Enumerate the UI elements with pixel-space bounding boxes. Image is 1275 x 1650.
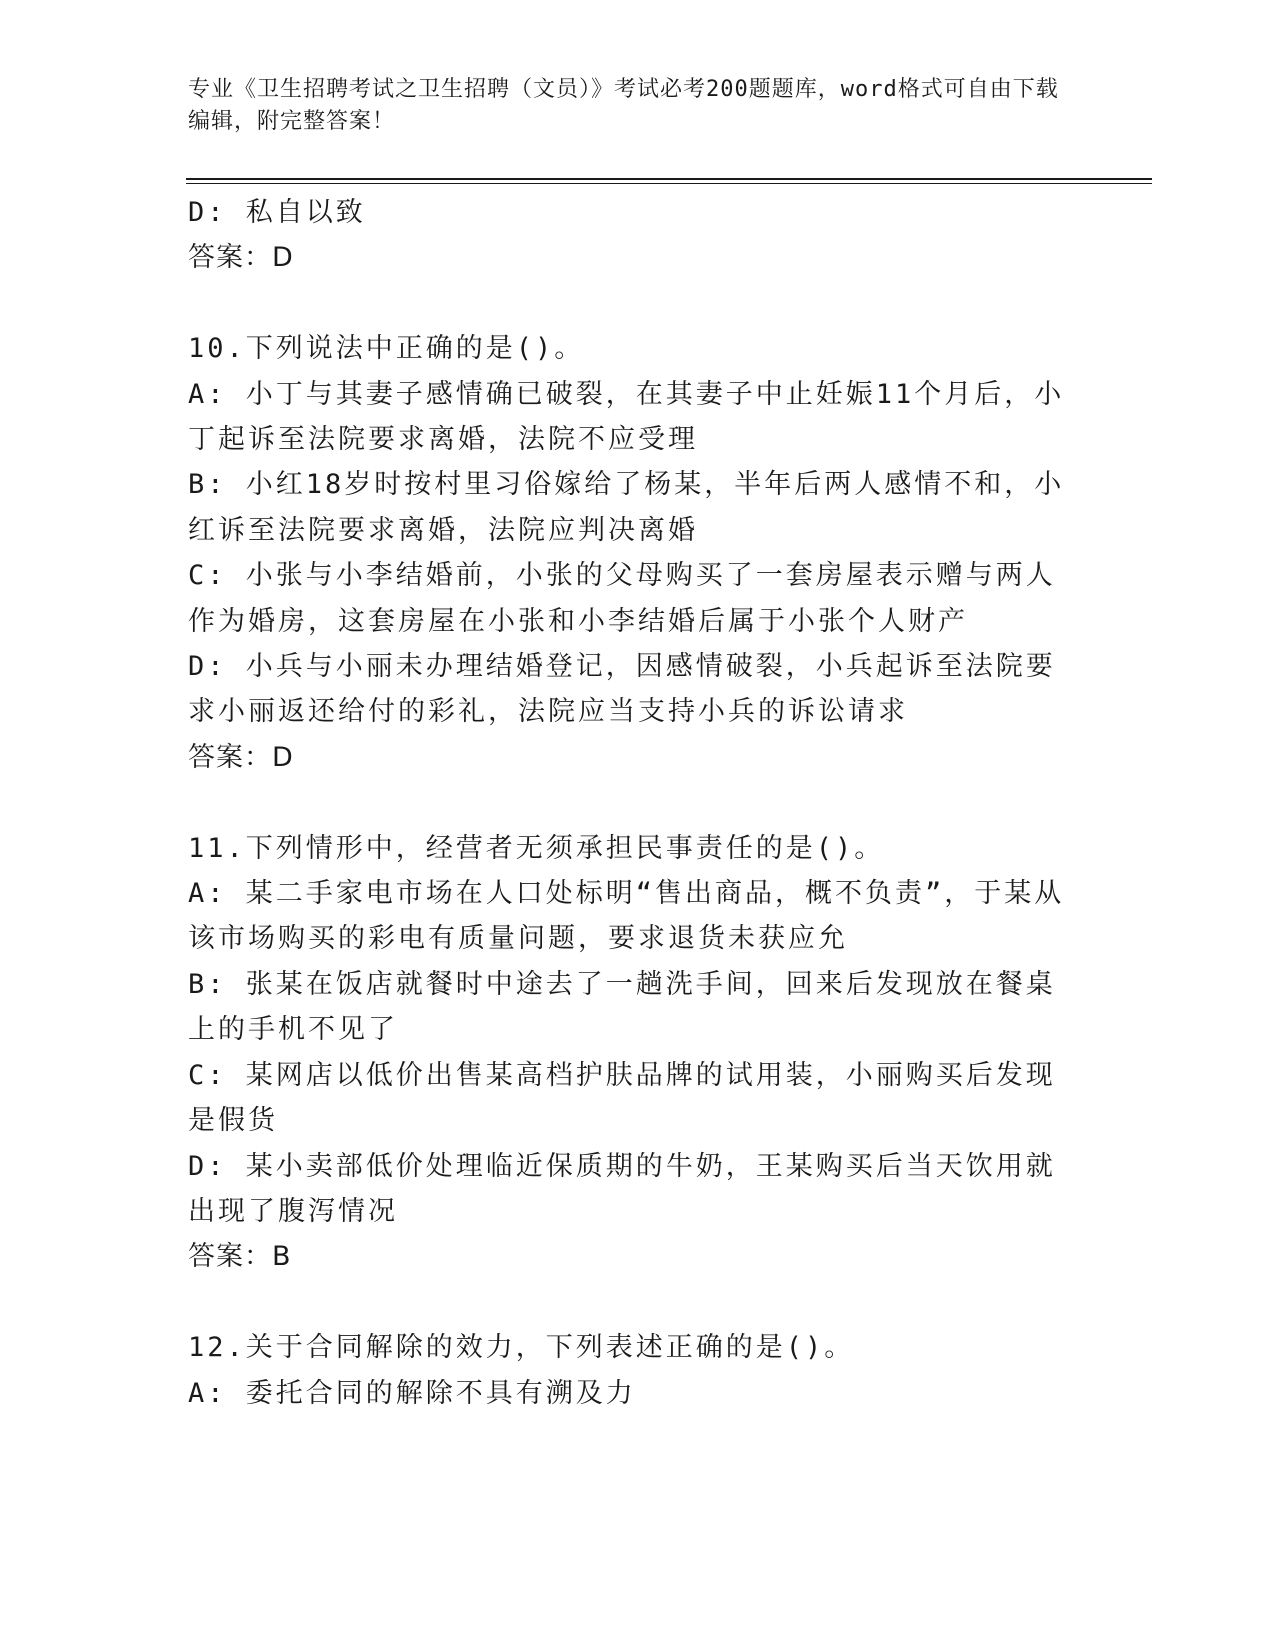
answer: 答案：D bbox=[188, 741, 294, 773]
option-d: D: 小兵与小丽未办理结婚登记，因感情破裂，小兵起诉至法院要求小丽返还给付的彩礼，法院应当支持小兵的诉讼请求 bbox=[188, 651, 1056, 728]
option-c: C: 小张与小李结婚前，小张的父母购买了一套房屋表示赠与两人作为婚房，这套房屋在小张和小李结婚后属于小张个人财产 bbox=[188, 560, 1056, 637]
answer: 答案：B bbox=[188, 1241, 292, 1273]
option-a: A: 某二手家电市场在人口处标明“售出商品，概不负责”，于某从该市场购买的彩电有质量问题，要求退货未获应允 bbox=[188, 878, 1065, 955]
header-divider-thin bbox=[186, 183, 1152, 184]
question-stem: 12.关于合同解除的效力，下列表述正确的是()。 bbox=[188, 1332, 855, 1364]
spacer bbox=[188, 281, 1083, 326]
question-stem: 11.下列情形中，经营者无须承担民事责任的是()。 bbox=[188, 832, 885, 864]
header-divider-thick bbox=[186, 178, 1152, 180]
option-c: C: 某网店以低价出售某高档护肤品牌的试用装，小丽购买后发现是假货 bbox=[188, 1059, 1056, 1137]
spacer bbox=[188, 1280, 1083, 1325]
document-body bbox=[188, 190, 1083, 1416]
option-b: B: 张某在饭店就餐时中途去了一趟洗手间，回来后发现放在餐桌上的手机不见了 bbox=[188, 968, 1056, 1046]
question-10 bbox=[188, 326, 1083, 780]
question-11 bbox=[188, 826, 1083, 1280]
spacer bbox=[188, 780, 1083, 825]
option-b: B: 小红18岁时按村里习俗嫁给了杨某，半年后两人感情不和，小红诉至法院要求离婚，法院应判决离婚 bbox=[188, 469, 1065, 546]
document-header: 专业《卫生招聘考试之卫生招聘（文员）》考试必考200题题库，word格式可自由下载编辑，附完整答案！ bbox=[188, 77, 1059, 134]
prev-question-option-d: D: 私自以致 bbox=[188, 197, 366, 228]
option-a: A: 小丁与其妻子感情确已破裂，在其妻子中止妊娠11个月后，小丁起诉至法院要求离婚，法院不应受理 bbox=[188, 378, 1065, 456]
question-stem: 10.下列说法中正确的是()。 bbox=[188, 333, 585, 365]
option-d: D: 某小卖部低价处理临近保质期的牛奶，王某购买后当天饮用就出现了腹泻情况 bbox=[188, 1150, 1056, 1227]
option-a: A: 委托合同的解除不具有溯及力 bbox=[188, 1377, 636, 1409]
question-12 bbox=[188, 1325, 1083, 1416]
prev-question-answer: 答案：D bbox=[188, 242, 294, 274]
